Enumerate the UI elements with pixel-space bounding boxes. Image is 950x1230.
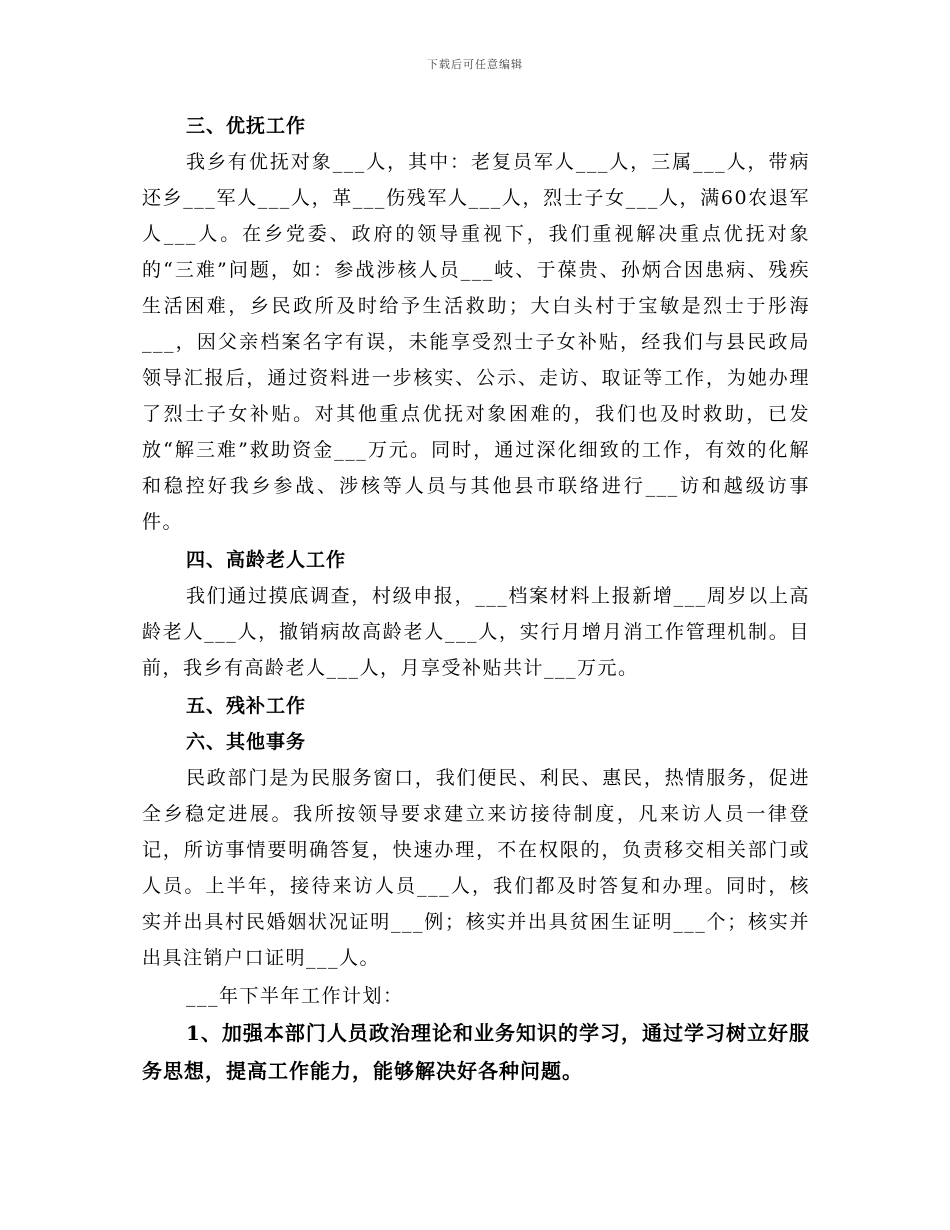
paragraph-plan-intro: ___年下半年工作计划： (186, 985, 404, 1007)
paragraph-youfu: 我乡有优抚对象___人，其中：老复员军人___人，三属___人，带病还乡___军人___人，革___伤残军人___人，烈士子女___人，满60农退军人___人。在乡党委、政府的领导重视下，我们重视解决重点优抚对象的“三难”问题，如：参战涉核人员___岐、于葆贵、孙炳合因患病、残疾生活困难，乡民政所及时给予生活救助；大白头村于宝敏是烈士于彤海___，因父亲档案名字有误，未能享受烈士子女补贴，经我们与县民政局领导汇报后，通过资料进一步核实、公示、走访、取证等工作，为她办理了烈士子女补贴。对其他重点优抚对象困难的，我们也及时救助，已发放“解三难”救助资金___万元。同时，通过深化细致的工作，有效的化解和稳控好我乡参战、涉核等人员与其他县市联络进行___访和越级访事件。 (142, 151, 810, 533)
document-body (142, 108, 810, 1090)
paragraph-gaoling: 我们通过摸底调查，村级申报，___档案材料上报新增___周岁以上高龄老人___人，撤销病故高龄老人___人，实行月增月消工作管理机制。目前，我乡有高龄老人___人，月享受补贴共计___万元。 (142, 585, 810, 679)
section-heading-canbu: 五、残补工作 (186, 695, 307, 717)
paragraph-qita: 民政部门是为民服务窗口，我们便民、利民、惠民，热情服务，促进全乡稳定进展。我所按领导要求建立来访接待制度，凡来访人员一律登记，所访事情要明确答复，快速办理，不在权限的，负责移交相关部门或人员。上半年，接待来访人员___人，我们都及时答复和办理。同时，核实并出具村民婚姻状况证明___例；核实并出具贫困生证明___个；核实并出具注销户口证明___人。 (142, 767, 810, 969)
section-heading-youfu: 三、优抚工作 (186, 115, 307, 137)
section-heading-gaoling: 四、高龄老人工作 (186, 549, 347, 571)
header-note: 下载后可任意编辑 (427, 58, 523, 71)
paragraph-plan-item-1: 1、加强本部门人员政治理论和业务知识的学习，通过学习树立好服务思想，提高工作能力，能够解决好各种问题。 (142, 1021, 810, 1083)
section-heading-qita: 六、其他事务 (186, 731, 307, 753)
